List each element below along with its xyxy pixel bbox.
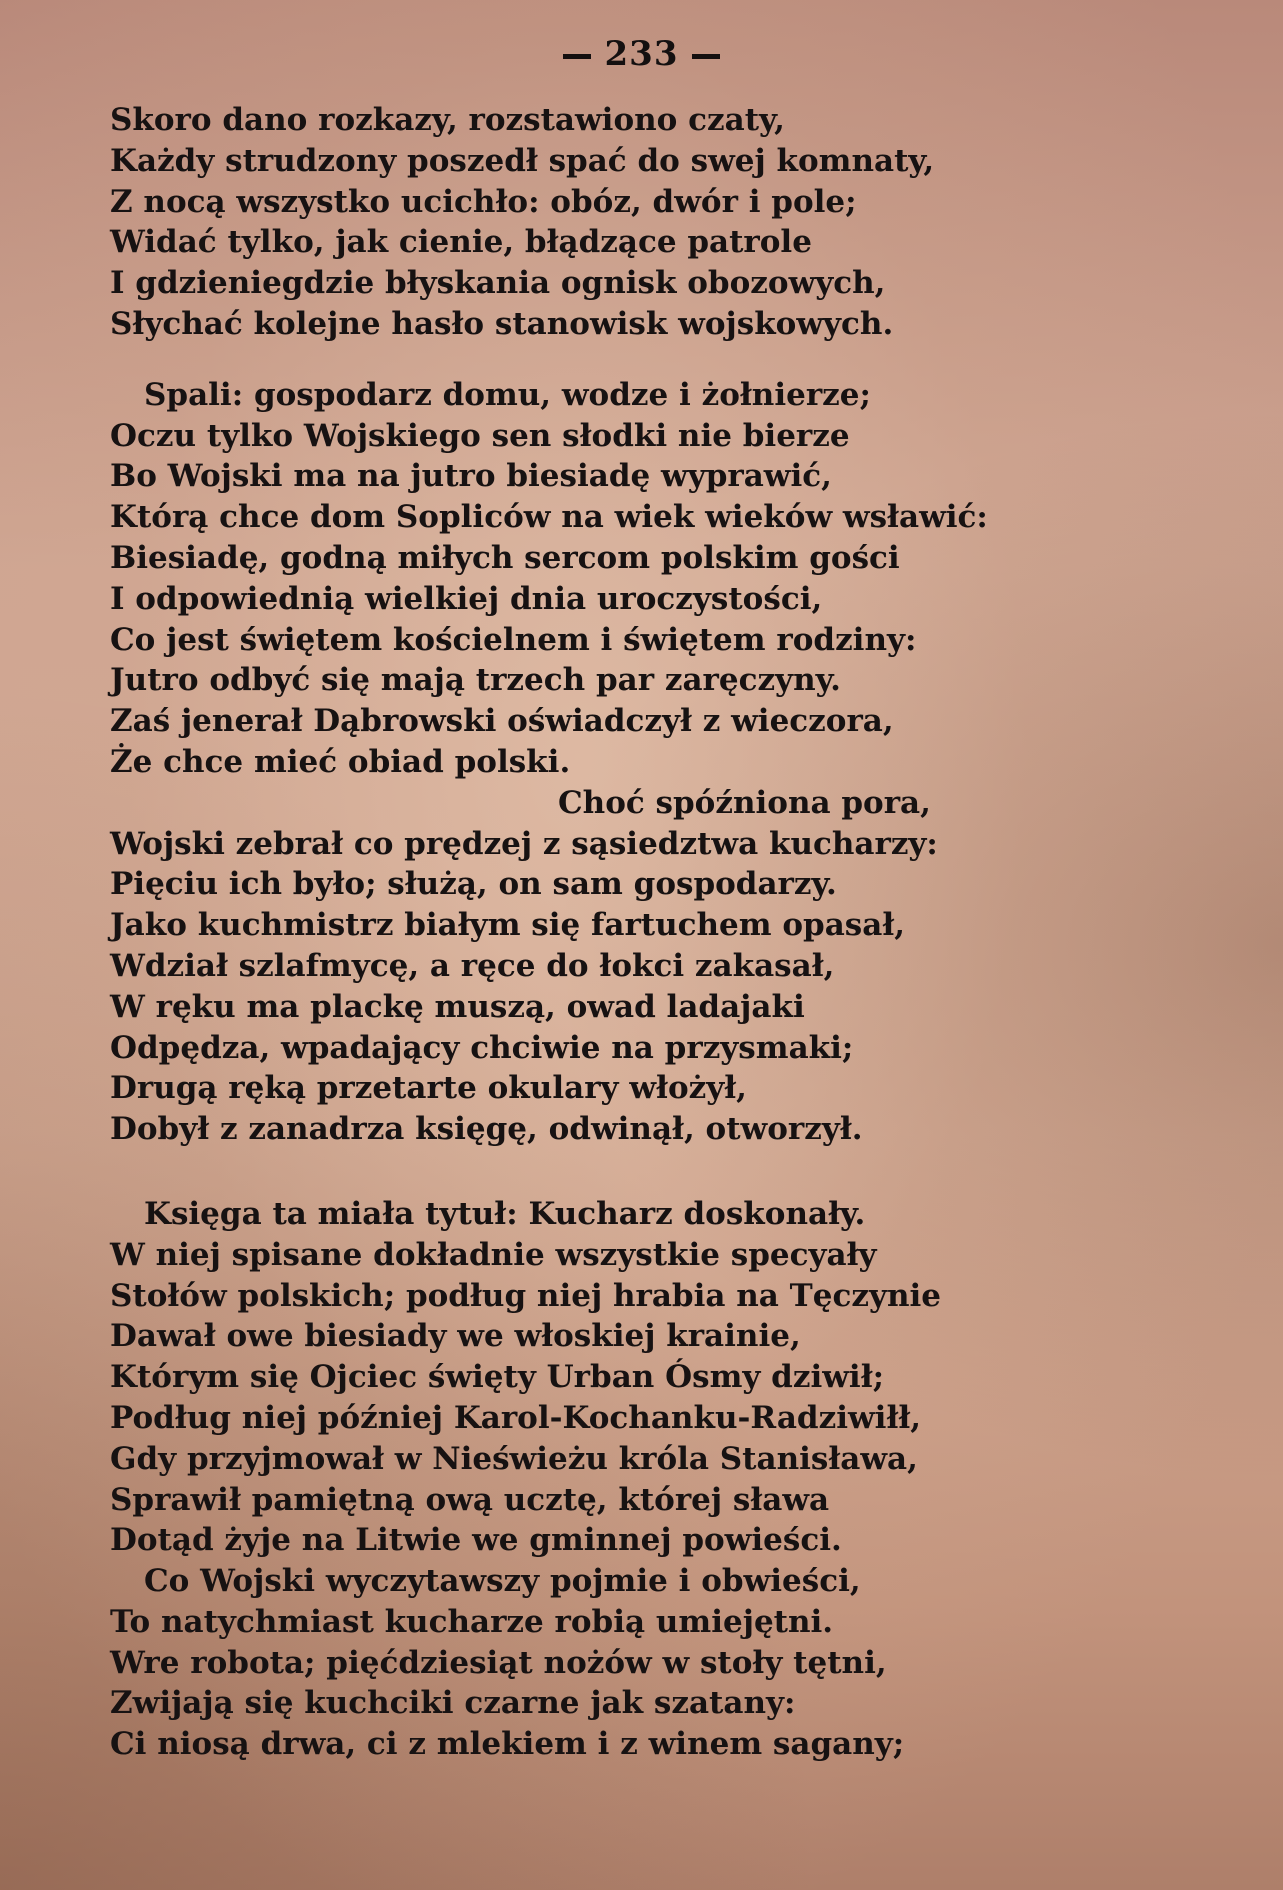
verse-line: Gdy przyjmował w Nieświeżu króla Stanisława, [110,1440,918,1477]
verse-line: Widać tylko, jak cienie, błądzące patrole [110,224,812,261]
stanza-2 [110,375,1230,1150]
stanza-1 [110,100,1230,345]
verse-line: Wdział szlafmycę, a ręce do łokci zakasał, [110,947,835,984]
stanza-gap [110,345,1230,375]
verse-line: Słychać kolejne hasło stanowisk wojskowych. [110,305,894,342]
page-number [0,34,1283,74]
verse-line: Jutro odbyć się mają trzech par zaręczyny. [110,662,841,699]
verse-line: Spali: gospodarz domu, wodze i żołnierze; [144,376,871,413]
verse-line: Odpędza, wpadający chciwie na przysmaki; [110,1029,854,1066]
verse-line: Każdy strudzony poszedł spać do swej komnaty, [110,142,935,179]
verse-line: Jako kuchmistrz białym się fartuchem opasał, [110,907,906,944]
verse-line: Że chce mieć obiad polski. [110,743,571,780]
verse-line: Dotąd żyje na Litwie we gminnej powieści. [110,1522,842,1559]
verse-line: Zwijają się kuchciki czarne jak szatany: [110,1685,796,1722]
verse-line: Co Wojski wyczytawszy pojmie i obwieści, [144,1563,861,1600]
verse-line: Zaś jenerał Dąbrowski oświadczył z wieczora, [110,703,894,740]
verse-line: Choć spóźniona pora, [558,784,931,821]
verse-line: Z nocą wszystko ucichło: obóz, dwór i pole; [110,183,857,220]
verse-line: W ręku ma plackę muszą, owad ladajaki [110,988,805,1025]
stanza-gap [110,1150,1230,1194]
verse-line: To natychmiast kucharze robią umiejętni. [110,1603,834,1640]
verse-line: Sprawił pamiętną ową ucztę, której sława [110,1481,830,1518]
verse-line: I gdzieniegdzie błyskania ognisk obozowych, [110,265,886,302]
verse-line: Dobył z zanadrza księgę, odwinął, otworzył. [110,1111,863,1148]
page-number-value: 233 [604,34,679,74]
verse-line: Którą chce dom Sopliców na wiek wieków wsławić: [110,499,988,536]
page-number-dash-right [692,54,720,59]
verse-line: Stołów polskich; podług niej hrabia na Tęczynie [110,1277,941,1314]
verse-line: Wre robota; pięćdziesiąt nożów w stoły tętni, [110,1644,887,1681]
verse-line: Księga ta miała tytuł: Kucharz doskonały. [144,1195,866,1232]
page-number-dash-left [563,54,591,59]
verse-line: W niej spisane dokładnie wszystkie specyały [110,1236,877,1273]
verse-line: Wojski zebrał co prędzej z sąsiedztwa kucharzy: [110,825,938,862]
verse-line: Biesiadę, godną miłych sercom polskim gości [110,539,900,576]
verse-line: Pięciu ich było; służą, on sam gospodarzy. [110,866,837,903]
poem-text [110,100,1230,1765]
verse-line: Podług niej później Karol-Kochanku-Radziwiłł, [110,1399,922,1436]
verse-line: Drugą ręką przetarte okulary włożył, [110,1070,747,1107]
verse-line: Oczu tylko Wojskiego sen słodki nie bierze [110,417,850,454]
verse-line: Co jest świętem kościelnem i świętem rodziny: [110,621,917,658]
verse-line: Którym się Ojciec święty Urban Ósmy dziwił; [110,1359,885,1396]
verse-line: I odpowiednią wielkiej dnia uroczystości, [110,580,823,617]
stanza-3 [110,1194,1230,1765]
verse-line: Ci niosą drwa, ci z mlekiem i z winem sagany; [110,1726,905,1763]
verse-line: Skoro dano rozkazy, rozstawiono czaty, [110,102,785,138]
verse-line: Bo Wojski ma na jutro biesiadę wyprawić, [110,458,832,495]
verse-line: Dawał owe biesiady we włoskiej krainie, [110,1318,801,1355]
